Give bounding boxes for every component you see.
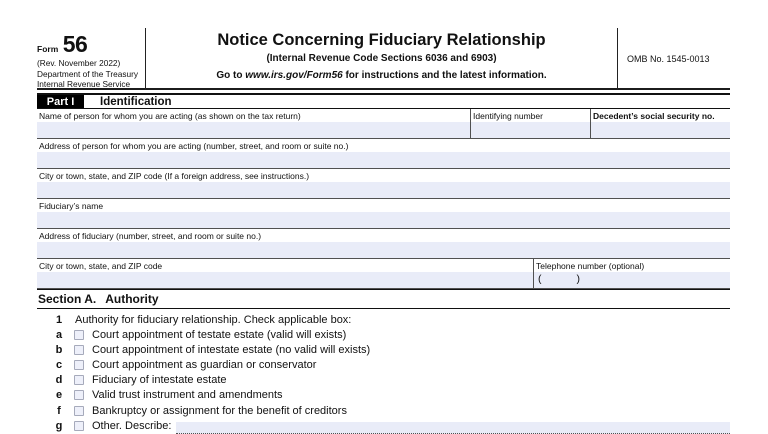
identifying-number-field[interactable] — [471, 122, 590, 138]
option-label: Valid trust instrument and amendments — [92, 389, 283, 402]
cell-person-address — [37, 139, 730, 168]
authority-option-b — [37, 342, 730, 357]
checkbox-fiduciary-intestate[interactable] — [74, 375, 84, 385]
form-header — [37, 28, 730, 90]
row-person-city — [37, 169, 730, 199]
form-word: Form — [37, 44, 59, 54]
person-city-field[interactable] — [37, 182, 730, 198]
form-title: Notice Concerning Fiduciary Relationship — [217, 31, 546, 49]
option-letter: d — [55, 374, 63, 387]
fiduciary-city-field[interactable] — [37, 272, 533, 288]
fiduciary-name-field[interactable] — [37, 212, 730, 228]
cell-identifying-number — [470, 109, 590, 138]
option-label: Court appointment of intestate estate (no valid will exists) — [92, 343, 371, 356]
cell-fiduciary-city — [37, 259, 533, 288]
form-56-page — [37, 0, 730, 433]
authority-option-c — [37, 357, 730, 372]
checkbox-intestate-estate[interactable] — [74, 345, 84, 355]
option-letter: f — [57, 404, 61, 417]
telephone-field[interactable]: ( ) — [534, 272, 730, 288]
goto-prefix: Go to — [216, 70, 246, 82]
person-name-label: Name of person for whom you are acting (as shown on the tax return) — [39, 111, 301, 121]
checkbox-bankruptcy[interactable] — [74, 406, 84, 416]
part1-title: Identification — [100, 96, 172, 108]
cell-person-name — [37, 109, 470, 138]
checkbox-other[interactable] — [74, 421, 84, 431]
checkbox-valid-trust[interactable] — [74, 390, 84, 400]
section-a-heading — [37, 289, 730, 309]
irs-url[interactable]: www.irs.gov/Form56 — [245, 70, 343, 82]
agency-line-1: Department of the Treasury — [37, 69, 138, 79]
part1-badge: Part I — [37, 95, 84, 108]
part1-header-bar — [37, 93, 730, 109]
cell-telephone — [533, 259, 730, 288]
row-fiduciary-address — [37, 229, 730, 259]
checkbox-guardian-conservator[interactable] — [74, 360, 84, 370]
authority-option-g — [37, 418, 730, 433]
instructions-line — [146, 70, 617, 81]
option-label: Court appointment as guardian or conservator — [92, 358, 317, 371]
option-letter: c — [55, 358, 63, 371]
person-city-label: City or town, state, and ZIP code (If a foreign address, see instructions.) — [39, 171, 310, 181]
row-name-idnum-ssn — [37, 109, 730, 139]
section-a-word: Authority — [105, 292, 159, 306]
fiduciary-address-label: Address of fiduciary (number, street, and room or suite no.) — [39, 231, 262, 241]
line-1-text: Authority for fiduciary relationship. Check applicable box: — [75, 314, 352, 326]
fiduciary-address-field[interactable] — [37, 242, 730, 258]
person-address-label: Address of person for whom you are acting (number, street, and room or suite no.) — [39, 141, 349, 151]
row-fiduciary-city-phone — [37, 259, 730, 289]
fiduciary-city-label: City or town, state, and ZIP code — [39, 261, 163, 271]
option-letter: a — [55, 328, 63, 341]
authority-option-d — [37, 373, 730, 388]
omb-block — [618, 28, 730, 90]
telephone-label: Telephone number (optional) — [536, 261, 645, 271]
goto-suffix: for instructions and the latest information. — [342, 70, 547, 82]
form-number-line — [37, 31, 145, 58]
omb-number: OMB No. 1545-0013 — [627, 53, 710, 64]
option-letter: b — [55, 343, 63, 356]
option-label: Fiduciary of intestate estate — [92, 374, 227, 387]
option-label: Bankruptcy or assignment for the benefit of creditors — [92, 404, 347, 417]
decedent-ssn-field[interactable] — [591, 122, 730, 138]
row-person-address — [37, 139, 730, 169]
form-number: 56 — [62, 31, 88, 57]
authority-line-1 — [37, 309, 730, 327]
agency-block — [37, 70, 145, 90]
option-label: Other. Describe: — [92, 419, 172, 432]
section-a-prefix: Section A. — [38, 292, 97, 306]
row-fiduciary-name — [37, 199, 730, 229]
authority-option-f — [37, 403, 730, 418]
decedent-ssn-label: Decedent’s social security no. — [593, 111, 715, 121]
fiduciary-name-label: Fiduciary’s name — [39, 201, 104, 211]
line-1-number: 1 — [55, 314, 63, 326]
revision-date: (Rev. November 2022) — [37, 58, 121, 68]
option-letter: g — [55, 419, 63, 432]
checkbox-testate-estate[interactable] — [74, 330, 84, 340]
form-id-block — [37, 28, 145, 90]
cell-decedent-ssn — [590, 109, 730, 138]
form-subtitle: (Internal Revenue Code Sections 6036 and 6903) — [266, 53, 497, 65]
cell-fiduciary-name — [37, 199, 730, 228]
person-name-field[interactable] — [37, 122, 470, 138]
form-title-block — [145, 28, 618, 90]
authority-option-a — [37, 327, 730, 342]
option-label: Court appointment of testate estate (valid will exists) — [92, 328, 347, 341]
option-letter: e — [55, 389, 63, 402]
authority-option-e — [37, 388, 730, 403]
person-address-field[interactable] — [37, 152, 730, 168]
identifying-number-label: Identifying number — [473, 111, 543, 121]
agency-line-2: Internal Revenue Service — [37, 78, 131, 89]
cell-fiduciary-address — [37, 229, 730, 258]
cell-person-city — [37, 169, 730, 198]
